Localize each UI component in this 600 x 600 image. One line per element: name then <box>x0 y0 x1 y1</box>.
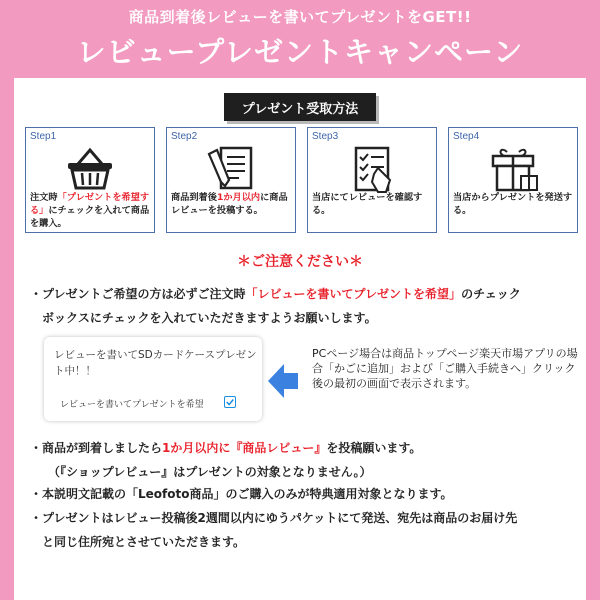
step-text: 当店からプレゼントを発送する。 <box>453 192 573 216</box>
step-label: Step4 <box>453 131 480 142</box>
review-paragraph: ・商品が到着しましたら1か月以内に『商品レビュー』を投稿願います。 （『ショップレビュー』はプレゼントの対象となりません。） <box>30 441 422 479</box>
step-card-3 <box>307 127 437 233</box>
gift-icon <box>485 144 541 196</box>
check-icon <box>225 397 235 407</box>
shipping-paragraph: ・プレゼントはレビュー投稿後2週間以内にゆうパケットにて発送、宛先は商品のお届け先 と同じ住所宛とさせていただきます。 <box>30 511 518 549</box>
step-card-2 <box>166 127 296 233</box>
instruction-paragraph: ・プレゼントご希望の方は必ずご注文時「レビューを書いてプレゼントを希望」のチェック ボックスにチェックを入れていただきますようお願いします。 <box>30 287 521 325</box>
notice-heading: ＊ご注意ください＊ <box>237 254 363 270</box>
present-checkbox-label: レビューを書いてプレゼントを希望 <box>60 400 204 410</box>
checklist-icon <box>344 144 400 196</box>
basket-icon <box>62 144 118 196</box>
page-title: レビュープレゼントキャンペーン <box>76 35 524 69</box>
screenshot-title: レビューを書いてSDカードケースプレゼント中！！ <box>54 349 257 377</box>
step-card-1 <box>25 127 155 233</box>
step-text: 注文時「プレゼントを希望する」にチェックを入れて商品を購入。 <box>30 192 150 229</box>
header-subtitle: 商品到着後レビューを書いてプレゼントをGET!! <box>128 8 472 26</box>
eligibility-paragraph: ・本説明文記載の「Leofoto商品」のご購入のみが特典適用対象となります。 <box>30 487 453 501</box>
step-label: Step2 <box>171 131 198 142</box>
pen-document-icon <box>203 144 259 196</box>
step-text: 当店にてレビューを確認する。 <box>312 192 423 216</box>
section-title: プレゼント受取方法 <box>224 93 376 121</box>
step-label: Step3 <box>312 131 339 142</box>
arrow-left-icon <box>268 360 298 402</box>
pc-note: PCページ場合は商品トップページ楽天市場アプリの場合「かごに追加」および「ご購入手続きへ」クリック後の最初の画面で表示されます。 <box>312 347 578 390</box>
checkout-screenshot <box>44 337 262 421</box>
step-text: 商品到着後1か月以内に商品レビューを投稿する。 <box>171 192 288 216</box>
step-label: Step1 <box>30 131 57 142</box>
step-card-4 <box>448 127 578 233</box>
present-checkbox[interactable] <box>224 396 236 408</box>
